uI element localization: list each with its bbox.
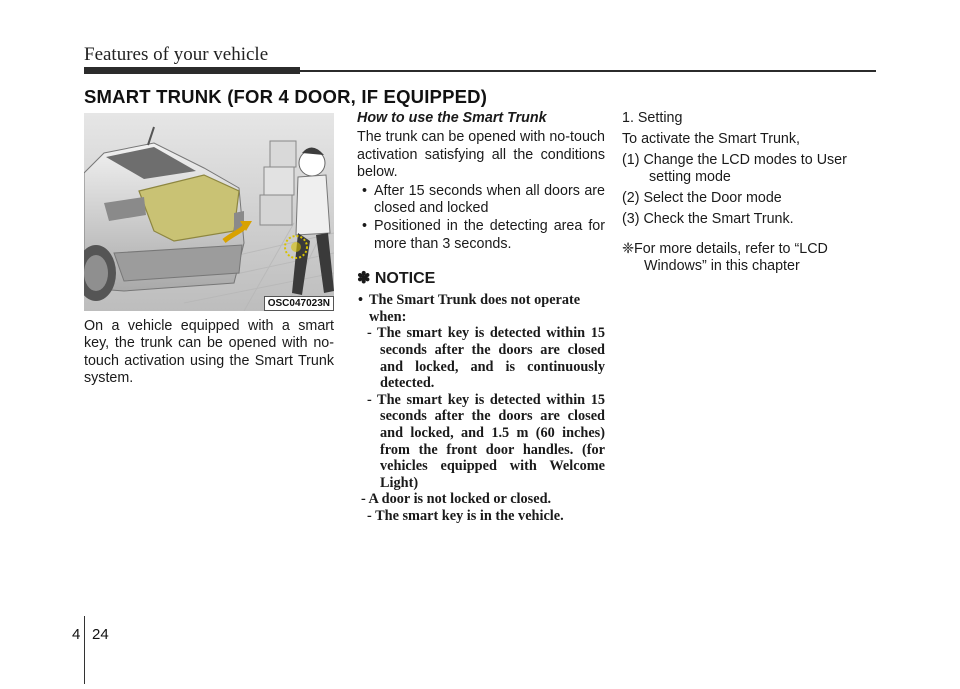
column-2 bbox=[357, 110, 605, 525]
notice-lead: • The Smart Trunk does not operate when: bbox=[357, 292, 605, 325]
list-item: • Positioned in the detecting area for more than 3 seconds. bbox=[357, 218, 605, 253]
section-title: SMART TRUNK (FOR 4 DOOR, IF EQUIPPED) bbox=[84, 86, 488, 107]
car-and-person-drawing bbox=[84, 113, 334, 311]
footer-divider bbox=[84, 616, 85, 684]
setting-step: (3) Check the Smart Trunk. bbox=[622, 211, 794, 228]
notice-item: - The smart key is detected within 15 seconds after the doors are closed and locked, and 1.5 m (60 inches) from the front door handles. (for vehicles equipped with Welcome Light) bbox=[367, 391, 605, 491]
intro-paragraph: On a vehicle equipped with a smart key, the trunk can be opened with no-touch activation using the Smart Trunk system. bbox=[84, 318, 334, 387]
notice-body bbox=[357, 292, 605, 524]
setting-heading: 1. Setting bbox=[622, 110, 683, 126]
activate-text: To activate the Smart Trunk, bbox=[622, 131, 800, 147]
notice-item: - The smart key is in the vehicle. bbox=[367, 507, 564, 524]
reference-note: ❈For more details, refer to “LCD Windows” in this chapter bbox=[622, 240, 828, 275]
notice-item: - The smart key is detected within 15 seconds after the doors are closed and locked, and is continuously detected. bbox=[367, 325, 605, 392]
notice-heading: ✽ NOTICE bbox=[357, 270, 436, 288]
conditions-list bbox=[357, 183, 605, 254]
column-3 bbox=[622, 110, 878, 276]
list-item: • After 15 seconds when all doors are closed and locked bbox=[357, 183, 605, 218]
image-code-label: OSC047023N bbox=[264, 296, 334, 311]
column-1 bbox=[84, 318, 334, 388]
smart-trunk-illustration bbox=[84, 113, 334, 311]
conditions-intro: The trunk can be opened with no-touch activation satisfying all the conditions below. bbox=[357, 129, 605, 181]
setting-step: (2) Select the Door mode bbox=[622, 190, 782, 207]
header-rule-thick bbox=[84, 67, 300, 74]
header-rule-thin bbox=[300, 70, 876, 72]
setting-step: (1) Change the LCD modes to User setting mode bbox=[622, 152, 847, 186]
notice-item: - A door is not locked or closed. bbox=[361, 491, 552, 508]
page-header-title: Features of your vehicle bbox=[84, 44, 269, 65]
chapter-number: 4 bbox=[72, 626, 81, 643]
page-number: 24 bbox=[92, 626, 109, 643]
how-to-use-heading: How to use the Smart Trunk bbox=[357, 110, 547, 126]
